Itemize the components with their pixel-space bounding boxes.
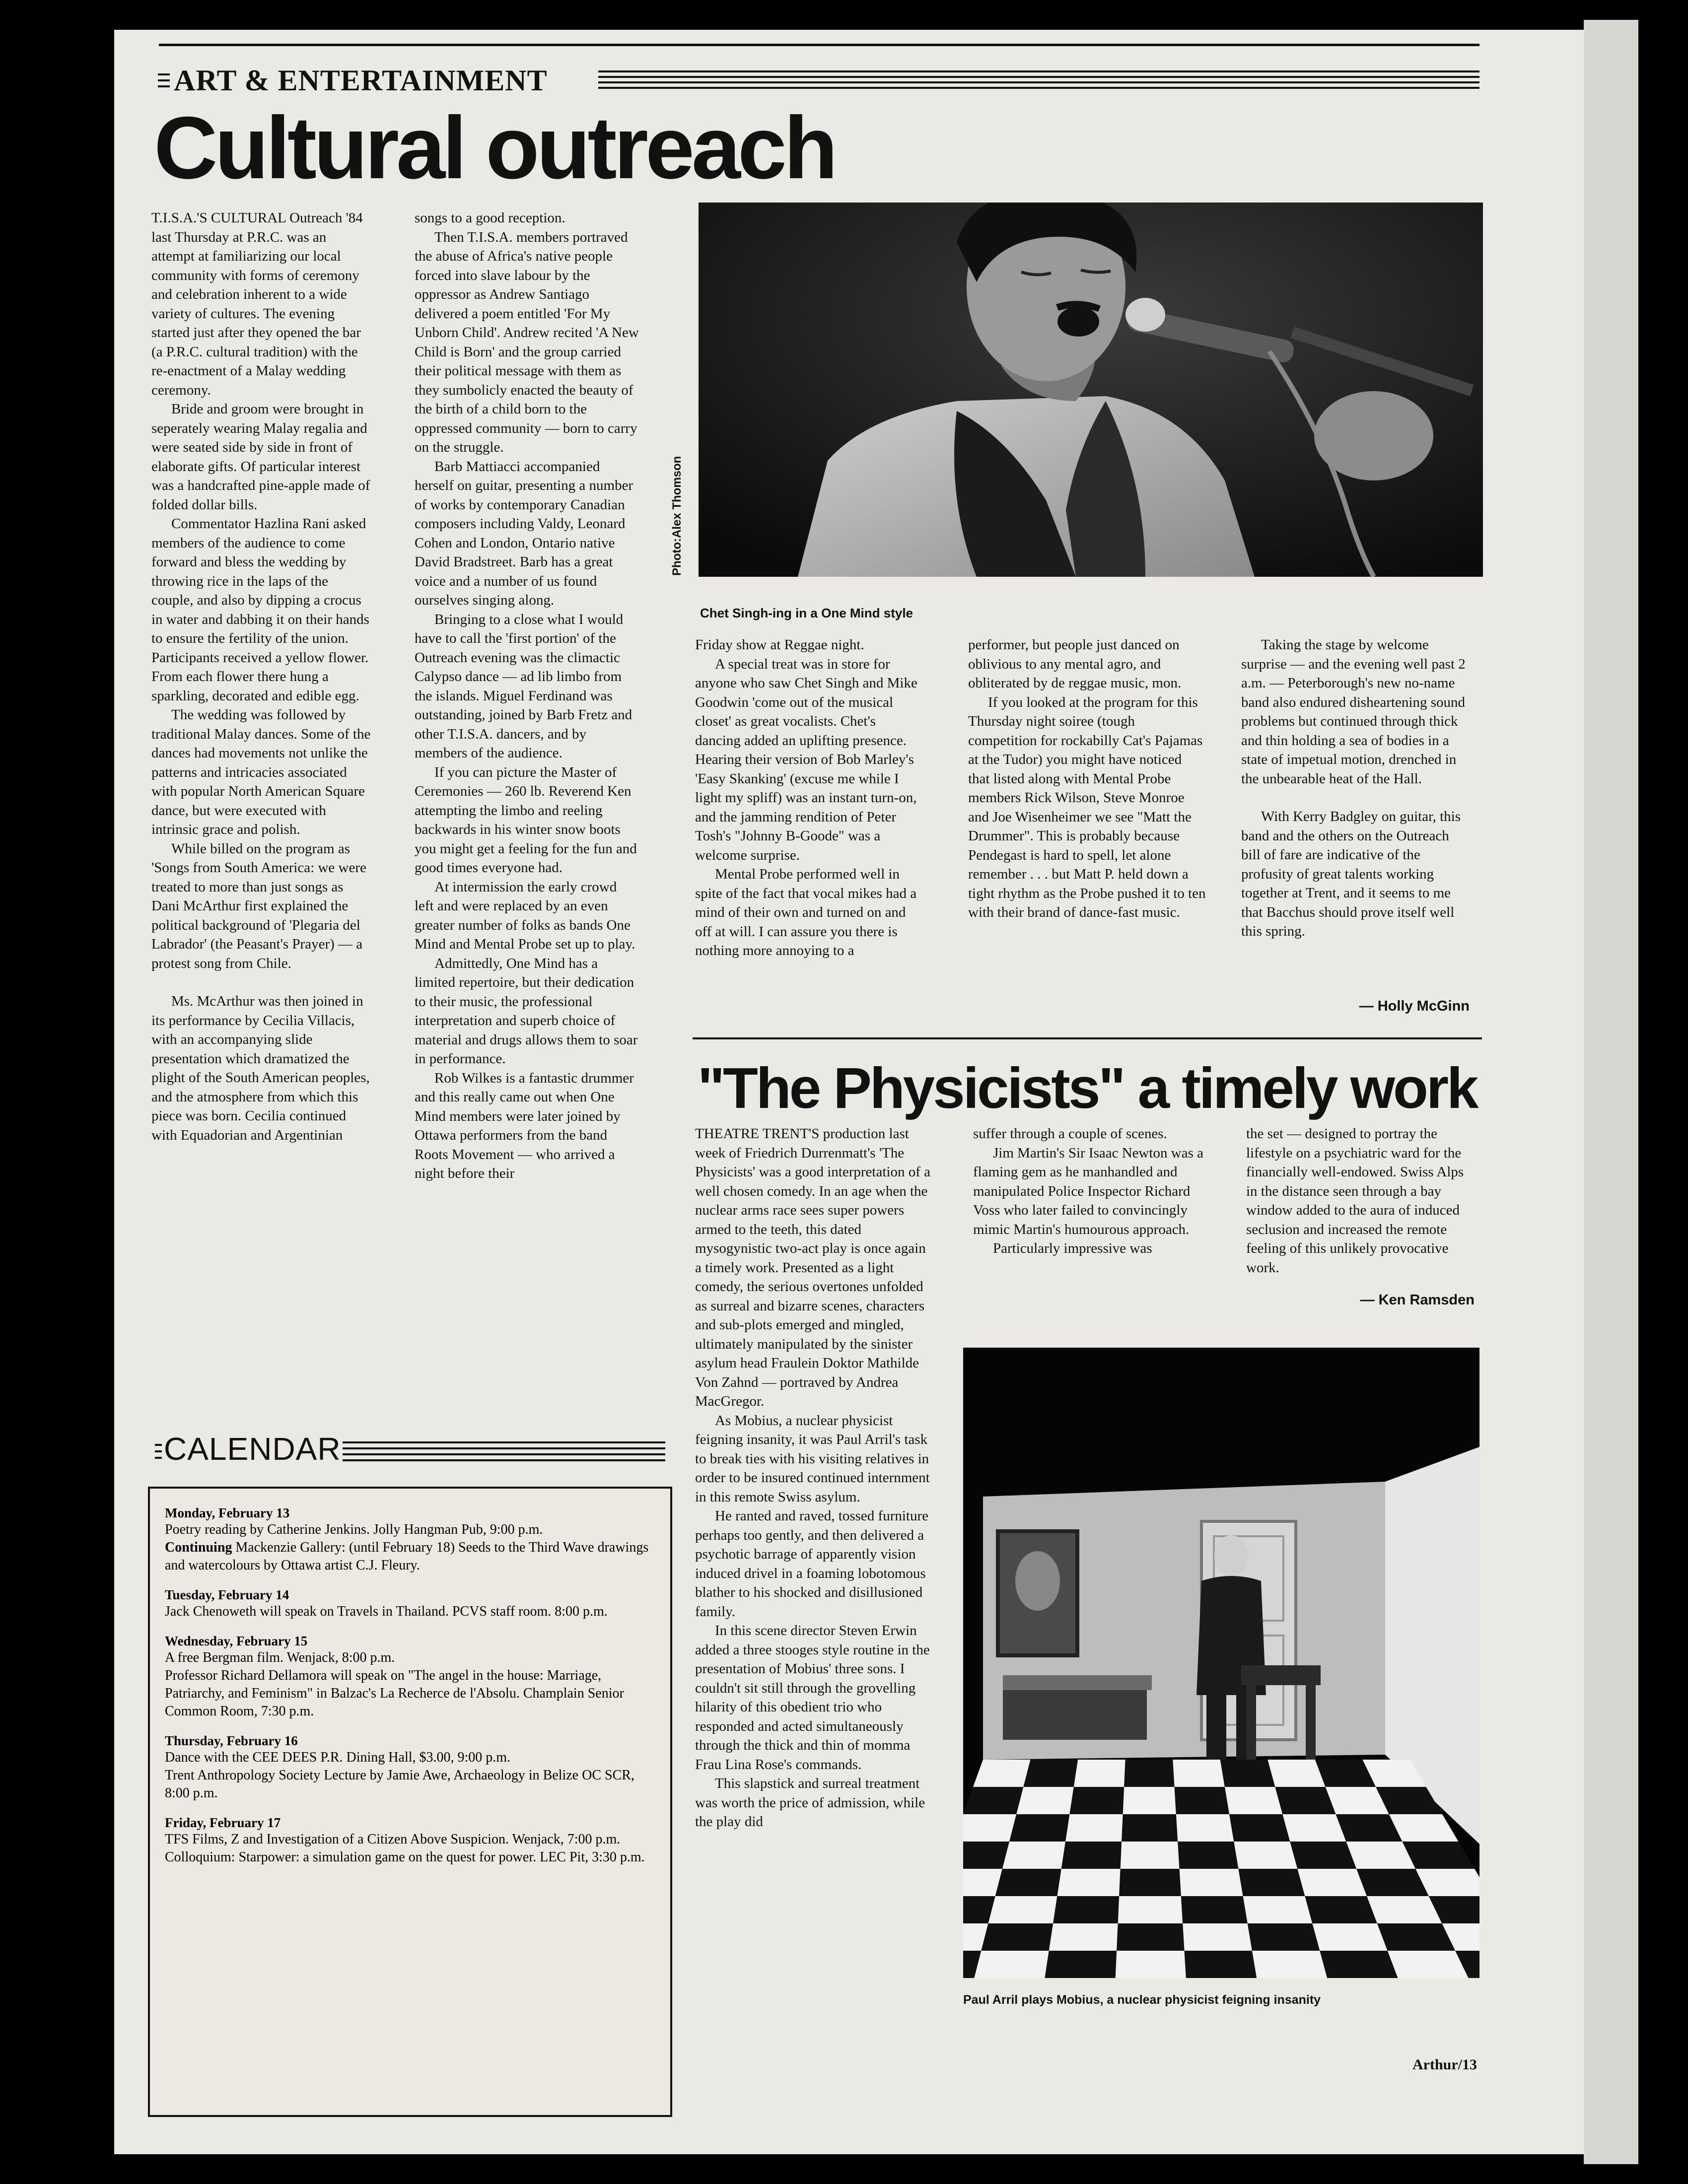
section-label: ART & ENTERTAINMENT [174,64,548,97]
calendar-title: CALENDAR [164,1431,341,1467]
floor-tile [974,1951,1049,1978]
floor-tile [1119,1869,1181,1896]
paragraph: Mental Probe performed well in spite of the fact that vocal mikes had a mind of their own and turned on and off at will. I can assure you there is nothing more annoying to a [695,866,917,958]
floor-tile [1320,1951,1398,1978]
paragraph: Commentator Hazlina Rani asked members of the audience to come forward and bless the wedding by throwing rice in the laps of the couple, and also by dipping a crocus in water and dabbing it on their hands to ensure the fertility of the union. Participants received a yellow flower. From each flower there hung a sparkling, decorated and edible egg. [151,516,369,704]
floor-tile [1122,1814,1178,1842]
calendar-day-heading: Wednesday, February 15 [165,1634,308,1648]
paragraph: While billed on the program as 'Songs from South America: we were treated to more than just songs as Dani McArthur first explained the political background of 'Plegaria del Labrador' (the Peasant's Prayer) — a protest song from Chile. [151,840,366,971]
floor-tile [988,1896,1057,1923]
calendar-event-text: Colloquium: Starpower: a simulation game on the quest for power. LEC Pit, 3:30 p.m. [165,1849,645,1865]
paragraph: If you can picture the Master of Ceremonies — 260 lb. Reverend Ken attempting the limbo and reeling backwards in his winter snow boots you might get a feeling for the fun and good times everyone had. [415,764,637,876]
floor-tile [1053,1896,1119,1923]
floor-tile [1175,1787,1230,1814]
floor-tile [1252,1951,1327,1978]
paragraph: Admittedly, One Mind has a limited repertoire, but their dedication to their music, the professional interpretation and superb choice of material and drugs allows them to soar in performance. [415,955,638,1067]
floor-tile [1045,1951,1117,1978]
floor-tile [1002,1842,1065,1869]
article1-column-1 [151,208,372,1145]
calendar-listings [150,1489,670,1866]
article1-column-2 [415,208,639,1183]
calendar-event-text: TFS Films, Z and Investigation of a Citizen Above Suspicion. Wenjack, 7:00 p.m. [165,1832,621,1847]
floor-tile [1183,1923,1252,1951]
calendar-day-heading: Tuesday, February 14 [165,1587,289,1602]
calendar-rules [343,1440,665,1462]
paragraph: Particularly impressive was [993,1240,1152,1256]
floor-tile [1049,1923,1118,1951]
paragraph: If you looked at the program for this Thursday night soiree (tough competition for rockabilly Cat's Pajamas at the Tudor) you might have noticed that listed along with Mental Probe members Rick Wilson, Steve Monroe and Joe Wisenheimer we see "Matt the Drummer". This is probably because Pendegast is hard to spell, let alone remember . . . but Matt P. held down a tight rhythm as the Probe pushed it to ten with their brand of dance-fast music. [968,694,1206,920]
paragraph: This slapstick and surreal treatment was worth the price of admission, while the play did [695,1775,925,1830]
top-rule [159,44,1479,46]
paragraph: Jim Martin's Sir Isaac Newton was a flaming gem as he manhandled and manipulated Police Inspector Richard Voss who later failed to convincingly mimic Martin's humourous approach. [973,1145,1204,1237]
paragraph: At intermission the early crowd left and were replaced by an even greater number of folks as bands One Mind and Mental Probe set up to play. [415,879,635,952]
article1-column-3 [695,635,921,960]
floor-tile [1282,1814,1346,1842]
calendar-event-text: Dance with the CEE DEES P.R. Dining Hall, $3.00, 9:00 p.m. [165,1750,511,1765]
paragraph: A special treat was in store for anyone who saw Chet Singh and Mike Goodwin 'come out of the musical closet' as great vocalists. Chet's dancing added an uplifting presence. Hearing their version of Bob Marley's 'Easy Skanking' (excuse me while I light my spliff) was an instant turn-on, and the jamming rendition of Peter Tosh's "Johnny B-Goode" was a welcome surprise. [695,656,917,863]
floor-tile [1388,1951,1469,1978]
floor-tile [1123,1787,1176,1814]
calendar-event-text: Poetry reading by Catherine Jenkins. Jolly Hangman Pub, 9:00 p.m. [165,1522,543,1537]
paragraph: songs to a good reception. [415,210,565,226]
calendar-box [148,1487,672,2117]
floor-tile [1061,1842,1122,1869]
floor-tile [1009,1814,1069,1842]
floor-tile [963,1787,1023,1814]
floor-tile [1229,1814,1290,1842]
floor-tile [1305,1896,1377,1923]
article1-byline: — Holly McGinn [1359,998,1470,1014]
floor-tile [1023,1760,1078,1787]
article1-column-5 [1241,635,1470,941]
calendar-event [165,1767,655,1802]
newspaper-page [114,30,1584,2154]
calendar-event [165,1603,655,1621]
floor-tile [1074,1760,1125,1787]
floor-tile [1121,1842,1180,1869]
calendar-event-lead: Continuing [165,1540,232,1555]
calendar-event-text: Jack Chenoweth will speak on Travels in Thailand. PCVS staff room. 8:00 p.m. [165,1604,608,1619]
paragraph: Taking the stage by welcome surprise — and the evening well past 2 a.m. — Peterborough's new no-name band also endured disheartening sound problems but continued through thick and thin holding a sea of bodies in a state of impetual motion, drenched in the unbearable heat of the Hall. [1241,637,1466,787]
floor-tile [1290,1842,1356,1869]
article2-headline: "The Physicists" a timely work [698,1056,1477,1120]
page-number: Arthur/13 [1412,2056,1477,2073]
floor-tile [1220,1760,1275,1787]
floor-tile [1173,1760,1225,1787]
paragraph: Rob Wilkes is a fantastic drummer and this really came out when One Mind members were later joined by Ottawa performers from the band Roots Movement — who arrived a night before their [415,1070,634,1181]
paragraph: As Mobius, a nuclear physicist feigning insanity, it was Paul Arril's task to break ties with his visiting relatives in order to be insured continued internment in this remote Swiss asylum. [695,1412,930,1505]
floor-tile [981,1923,1053,1951]
stage-photo [963,1348,1479,1978]
article-divider [693,1037,1482,1039]
floor-tile [1225,1787,1282,1814]
calendar-lead-rules [155,1442,162,1464]
calendar-day-heading: Monday, February 13 [165,1505,290,1520]
calendar-event [165,1521,655,1539]
article2-column-1 [695,1124,933,1832]
calendar-event [165,1831,655,1848]
floor-tile [1243,1896,1313,1923]
floor-tile [1057,1869,1120,1896]
article-headline: Cultural outreach [154,98,835,197]
section-header-rules [598,69,1479,91]
floor-tile [1275,1787,1336,1814]
floor-tile [1238,1869,1305,1896]
singer-illustration [699,203,1483,577]
paragraph: Bringing to a close what I would have to call the 'first portion' of the Outreach evening was the climactic Calypso dance — ad lib limbo from the islands. Miguel Ferdinand was outstanding, joined by Barb Fretz and other T.I.S.A. dancers, and by members of the audience. [415,611,633,761]
calendar-event-text: Professor Richard Dellamora will speak on "The angel in the house: Marriage, Patriarchy, and Feminism" in Balzac's La Recherce de l'Absolu. Champlain Senior Common Room, 7:30 p.m. [165,1668,624,1719]
floor-tile [1176,1814,1234,1842]
photo-caption: Chet Singh-ing in a One Mind style [700,606,914,620]
floor-tile [1234,1842,1297,1869]
floor-tile [1124,1760,1174,1787]
floor-tile [995,1869,1061,1896]
floor-tile [1116,1951,1186,1978]
floor-tile [1367,1896,1442,1923]
floor-tile [1248,1923,1320,1951]
paragraph: Ms. McArthur was then joined in its performance by Cecilia Villacis, with an accompanying slide presentation which dramatized the plight of the South American peoples, and the atmosphere from which this piece was born. Cecilia continued with Equadorian and Argentinian [151,993,370,1143]
article2-column-3 [1246,1124,1475,1277]
article1-column-4 [968,635,1206,922]
paragraph: THEATRE TRENT'S production last week of Friedrich Durrenmatt's 'The Physicists' was a good interpretation of a well chosen comedy. In an age when the nuclear arms race sees super powers armed to the teeth, this dated mysogynistic two-act play is once again a timely work. Presented as a light comedy, the serious overtones unfolded as surreal and bizarre scenes, characters and sub-plots emerged and mingled, ultimately manipulated by the sinister asylum head Fraulein Doktor Mathilde Von Zahnd — portraved by Andrea MacGregor. [695,1126,930,1409]
paragraph: T.I.S.A.'S CULTURAL Outreach '84 last Thursday at P.R.C. was an attempt at familiarizing our local community with forms of ceremony and celebration inherent to a wide variety of cultures. The evening started just after they opened the bar (a P.R.C. cultural tradition) with the re-enactment of a Malay wedding ceremony. [151,210,363,398]
calendar-event [165,1649,655,1667]
calendar-day-heading: Friday, February 17 [165,1815,281,1830]
floor-tile [1065,1814,1123,1842]
floor-tile [1185,1951,1257,1978]
floor-tile [1016,1787,1074,1814]
calendar-event-text: A free Bergman film. Wenjack, 8:00 p.m. [165,1650,395,1665]
paragraph: Bride and groom were brought in seperately wearing Malay regalia and were seated side by side in front of elaborate gifts. Of particular interest was a handcrafted pine-apple made of folded dollar bills. [151,401,370,513]
floor-tile [1117,1923,1184,1951]
floor-tile [963,1842,1009,1869]
calendar-event-text: Trent Anthropology Society Lecture by Jamie Awe, Archaeology in Belize OC SCR, 8:00 p.m. [165,1768,634,1801]
paragraph: suffer through a couple of scenes. [973,1126,1167,1142]
calendar-event [165,1539,655,1574]
calendar-event [165,1667,655,1720]
article2-byline: — Ken Ramsden [1360,1292,1475,1308]
floor-tile [1181,1896,1248,1923]
floor-tile [1069,1787,1124,1814]
floor-tile [963,1814,1016,1842]
paragraph: The wedding was followed by traditional Malay dances. Some of the dances had movements not unlike the patterns and intricacies associated with popular North American Square dance, but were executed with intrinsic grace and polish. [151,707,371,837]
floor-tile [1180,1869,1243,1896]
paragraph: He ranted and raved, tossed furniture perhaps too gently, and then delivered a psychotic barrage of apparently vision induced drivel in a foaming lobotomous blather to his shocked and disillusioned family. [695,1508,929,1620]
paragraph: performer, but people just danced on oblivious to any mental agro, and obliterated by de reggae music, mon. [968,637,1182,691]
floor-tile [1297,1869,1367,1896]
byline-holly-mcginn-wrap [1241,997,1470,1016]
article2-column-2 [973,1124,1206,1258]
calendar-event [165,1749,655,1767]
photo-credit: Photo:Alex Thomson [670,456,684,576]
paragraph: the set — designed to portray the lifestyle on a psychiatric ward for the financially well-endowed. Swiss Alps in the distance seen through a bay window added to the aura of induced seclusion and increased the remote feeling of this unlikely provocative work. [1246,1126,1464,1276]
page-edge [1584,20,1638,2164]
floor-tile [1312,1923,1387,1951]
floor-tile [1178,1842,1238,1869]
floor-tile [1377,1923,1455,1951]
paragraph: Then T.I.S.A. members portraved the abuse of Africa's native people forced into slave labour by the oppressor as Andrew Santiago delivered a poem entitled 'For My Unborn Child'. Andrew recited 'A New Child is Born' and the group carried their political message with them as they sumbolicly enacted the beauty of the birth of a child born to the oppressed community — born to carry on the struggle. [415,229,639,455]
paragraph: Friday show at Reggae night. [695,637,864,653]
calendar-event-text: Mackenzie Gallery: (until February 18) Seeds to the Third Wave drawings and watercolours by Ottawa artist C.J. Fleury. [165,1540,649,1573]
calendar-day-heading: Thursday, February 16 [165,1733,298,1748]
section-header [174,64,548,98]
paragraph: In this scene director Steven Erwin added a three stooges style routine in the presentation of Mobius' three sons. I couldn't sit still through the grovelling hilarity of this obedient trio who responded and acted simultaneously through the thick and thin of momma Frau Lina Rose's commands. [695,1623,930,1773]
paragraph: Barb Mattiacci accompanied herself on guitar, presenting a number of works by contemporary Canadian composers including Valdy, Leonard Cohen and London, Ontario native David Bradstreet. Barb has a great voice and a number of us found ourselves singing along. [415,458,633,608]
byline-ken-ramsden-wrap [1246,1291,1475,1310]
floor-tile [973,1760,1031,1787]
paragraph: With Kerry Badgley on guitar, this band and the others on the Outreach bill of fare are indicative of the profusity of great talents working together at Trent, and it seems to me that Bacchus should prove itself well this spring. [1241,809,1461,939]
stage-scene-illustration [963,1348,1479,1978]
section-header-lead-rules [158,70,170,90]
floor-tile [1118,1896,1183,1923]
calendar-event [165,1848,655,1866]
concert-photo [699,203,1483,577]
stage-photo-caption: Paul Arril plays Mobius, a nuclear physicist feigning insanity [963,1993,1321,2007]
